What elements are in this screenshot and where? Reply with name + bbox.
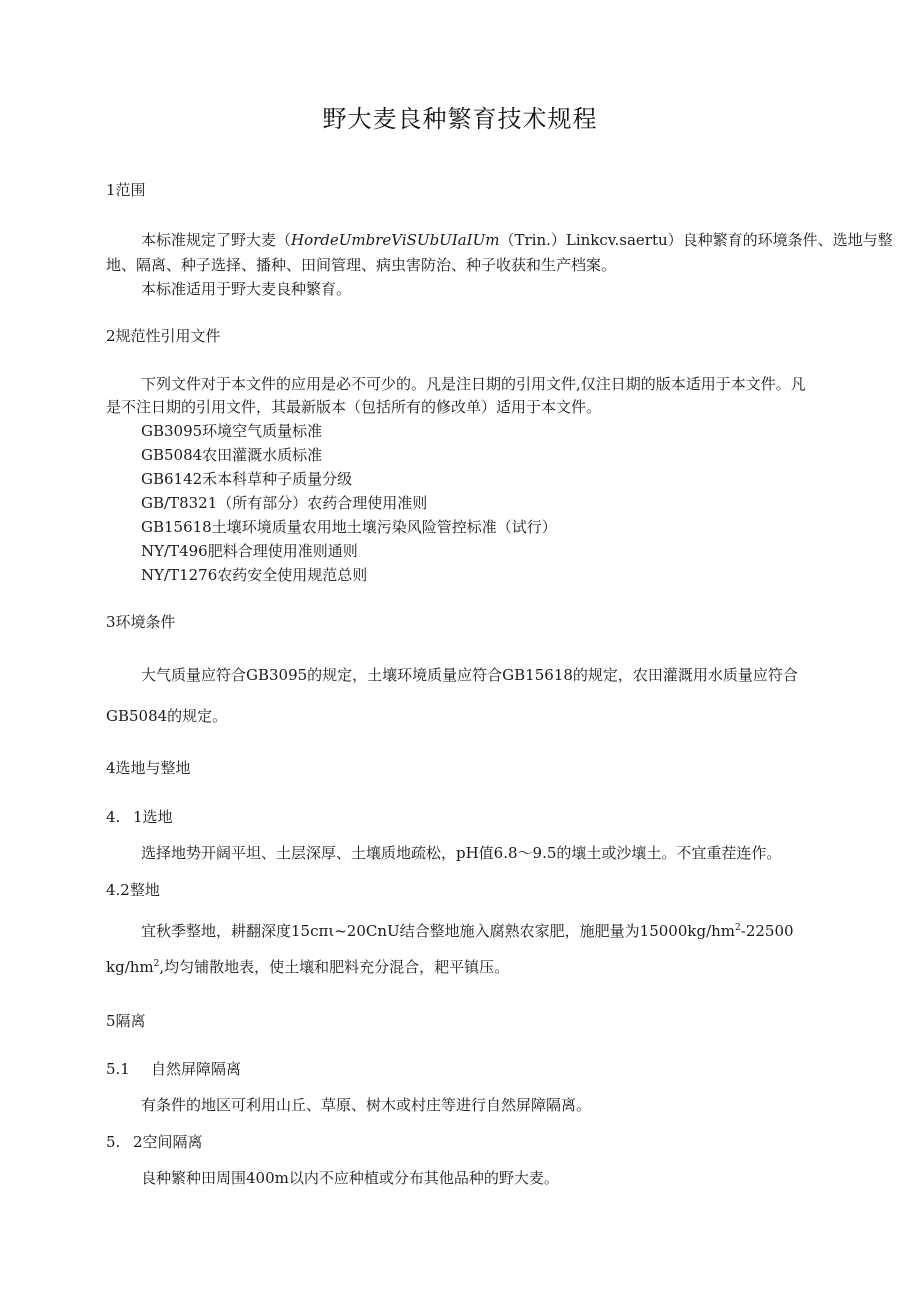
subsection-5-2-number: 5.: [106, 1133, 121, 1151]
reference-item: GB5084农田灌溉水质标准: [141, 446, 323, 464]
section-1-paragraph-2: 本标准适用于野大麦良种繁育。: [141, 280, 352, 298]
superscript: 2: [735, 923, 741, 933]
subsection-4-2-heading: 4.2整地: [106, 881, 160, 899]
section-1-heading: 1范围: [106, 181, 146, 199]
paragraph-text: -22500: [740, 922, 794, 940]
paragraph-text: （Trin.）Linkcv.saertu）良种繁育的环境条件、选地与整: [499, 231, 893, 249]
document-title: 野大麦良种繁育技术规程: [322, 105, 598, 133]
section-5-heading: 5隔离: [106, 1012, 146, 1030]
subsection-4-1-text: 选择地势开阔平坦、土层深厚、土壤质地疏松，pH值6.8～9.5的壤土或沙壤土。不宜重茬连作。: [141, 844, 782, 862]
section-2-paragraph-line-1: 下列文件对于本文件的应用是必不可少的。凡是注日期的引用文件,仅注日期的版本适用于本文件。凡: [141, 375, 806, 393]
reference-item: GB/T8321（所有部分）农药合理使用准则: [141, 494, 428, 512]
section-3-heading: 3环境条件: [106, 613, 176, 631]
section-3-paragraph-line-2: GB5084的规定。: [106, 707, 228, 725]
subsection-5-1-text: 有条件的地区可利用山丘、草原、树木或村庄等进行自然屏障隔离。: [141, 1096, 592, 1114]
subsection-4-1-title: 1选地: [133, 808, 173, 826]
reference-item: NY/T1276农药安全使用规范总则: [141, 566, 368, 584]
section-1-paragraph-1-line-2: 地、隔离、种子选择、播种、田间管理、病虫害防治、种子收获和生产档案。: [106, 256, 617, 274]
reference-item: GB3095环境空气质量标准: [141, 422, 323, 440]
paragraph-text: kg/hm: [106, 958, 154, 976]
subsection-5-2-text: 良种繁种田周围400m以内不应种植或分布其他品种的野大麦。: [141, 1169, 559, 1187]
subsection-5-1-number: 5.1: [106, 1060, 130, 1078]
subsection-5-2-title: 2空间隔离: [133, 1133, 203, 1151]
subsection-5-1-title: 自然屏障隔离: [151, 1060, 242, 1078]
latin-species-name: HordeUmbreViSUbUIaIUm: [291, 231, 500, 249]
superscript: 2: [153, 959, 160, 969]
paragraph-text: 本标准规定了野大麦（: [141, 231, 292, 249]
reference-item: NY/T496肥料合理使用准则通则: [141, 542, 358, 560]
section-2-paragraph-line-2: 是不注日期的引用文件，其最新版本（包括所有的修改单）适用于本文件。: [106, 398, 602, 416]
subsection-4-2-text-line-2: [106, 957, 509, 977]
section-2-heading: 2规范性引用文件: [106, 327, 221, 345]
paragraph-text: 宜秋季整地，耕翻深度15cπι~20CnU结合整地施入腐熟农家肥，施肥量为15000kg/hm: [141, 922, 736, 940]
section-1-paragraph-1-line-1: [141, 230, 893, 250]
reference-item: GB15618土壤环境质量农用地土壤污染风险管控标准（试行）: [141, 518, 557, 536]
subsection-4-2-text-line-1: [141, 921, 794, 941]
paragraph-text: ,均匀铺散地表，使土壤和肥料充分混合，耙平镇压。: [159, 958, 510, 976]
reference-item: GB6142禾本科草种子质量分级: [141, 470, 353, 488]
section-3-paragraph-line-1: 大气质量应符合GB3095的规定，土壤环境质量应符合GB15618的规定，农田灌溉用水质量应符合: [141, 666, 798, 684]
subsection-4-1-number: 4.: [106, 808, 121, 826]
section-4-heading: 4选地与整地: [106, 759, 191, 777]
